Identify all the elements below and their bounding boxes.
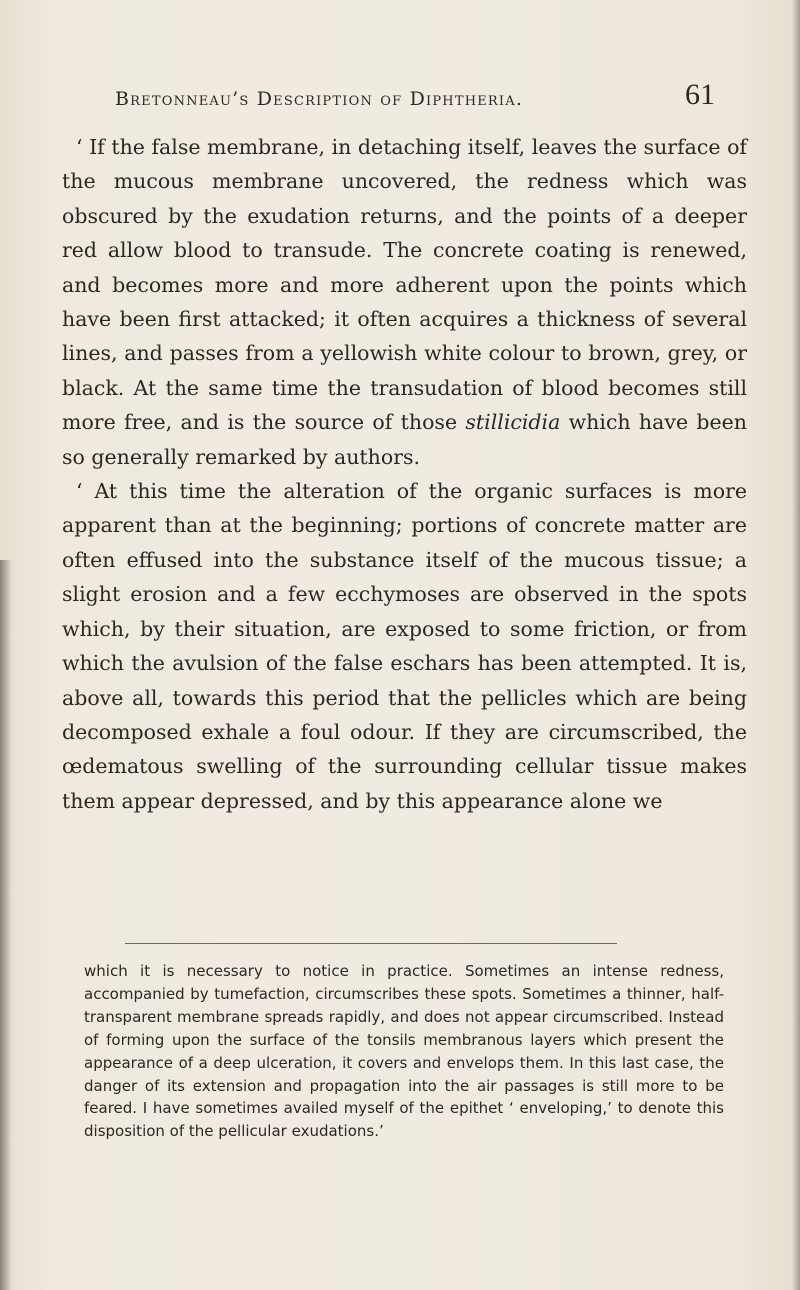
page-edge-shadow [792, 0, 800, 1290]
footnote-divider [125, 943, 617, 944]
binding-shadow [0, 560, 12, 1290]
paragraph-1 [62, 130, 747, 474]
paragraph-1-text-a: ‘ If the false membrane, in detaching itself, leaves the surface of the mucous membrane uncovered, the redness which was obscured by the exudation returns, and the points of a deeper red allow blood to transude. The concrete coating is renewed, and becomes more and more adherent upon the points which have been first attacked; it often acquires a thickness of several lines, and passes from a yellowish white colour to brown, grey, or black. At the same time the transudation of blood becomes still more free, and is the source of those [62, 135, 747, 435]
main-text [62, 130, 747, 818]
paragraph-2: ‘ At this time the alteration of the organic surfaces is more apparent than at the beginning; portions of concrete matter are often effused into the substance itself of the mucous tissue; a slight erosion and a few ecchymoses are observed in the spots which, by their situation, are exposed to some friction, or from which the avulsion of the false eschars has been attempted. It is, above all, towards this period that the pellicles which are being decomposed exhale a foul odour. If they are circumscribed, the œdematous swelling of the surrounding cellular tissue makes them appear depressed, and by this appearance alone we [62, 479, 747, 813]
page-header [115, 74, 715, 114]
running-title: Bretonneau’s Description of Diphtheria. [115, 88, 524, 110]
footnote: which it is necessary to notice in practice. Sometimes an intense redness, accompanied by tumefaction, circumscribes these spots. Sometimes a thinner, half-transparent membrane spreads rapidly, and does not appear circumscribed. Instead of forming upon the surface of the tonsils membranous layers which present the appearance of a deep ulceration, it covers and envelops them. In this last case, the danger of its extension and propagation into the air passages is still more to be feared. I have sometimes availed myself of the epithet ‘ enveloping,’ to denote this disposition of the pellicular exudations.’ [84, 962, 724, 1141]
italic-term-stillicidia: stillicidia [465, 410, 561, 435]
paragraph-1-text-b: which have been so generally remarked by authors. [62, 410, 747, 469]
page-number: 61 [685, 78, 715, 111]
